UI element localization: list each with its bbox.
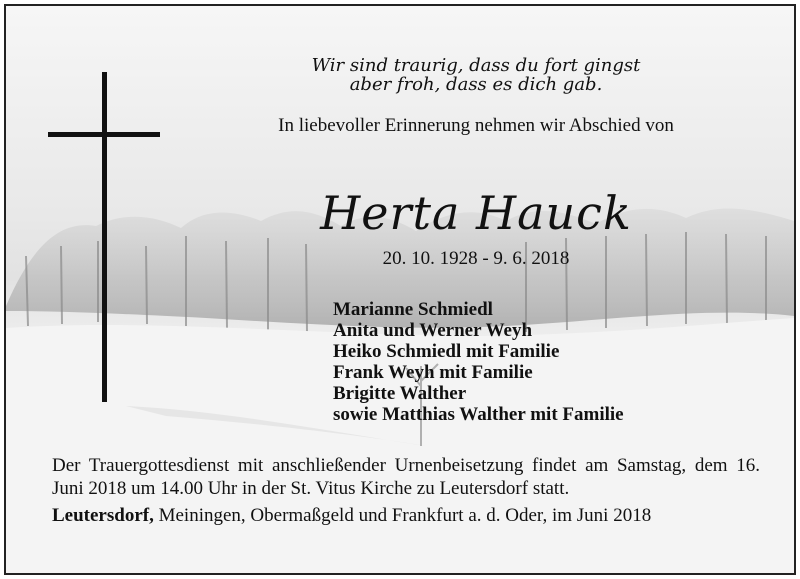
place-rest: Meiningen, Obermaßgeld und Frankfurt a. d. Oder, im Juni 2018 <box>153 505 652 526</box>
mourner-item: sowie Matthias Walther mit Familie <box>333 404 624 425</box>
deceased-name: Herta Hauck <box>320 186 632 240</box>
mourner-item: Frank Weyh mit Familie <box>333 362 533 383</box>
life-dates: 20. 10. 1928 - 9. 6. 2018 <box>382 248 570 269</box>
place-and-date <box>52 504 760 527</box>
mourner-item: Anita und Werner Weyh <box>333 320 533 341</box>
motto-line-2: aber froh, dass es dich gab. <box>349 74 603 95</box>
intro-text: In liebevoller Erinnerung nehmen wir Abschied von <box>278 115 674 136</box>
mourners-list <box>333 299 624 425</box>
motto <box>296 56 656 94</box>
mourner-item: Marianne Schmiedl <box>333 299 493 320</box>
cross-icon <box>102 72 107 402</box>
motto-line-1: Wir sind traurig, dass du fort gingst <box>311 55 641 76</box>
obituary-card <box>4 4 796 575</box>
service-announcement: Der Trauergottesdienst mit anschließender Urnenbeisetzung findet am Samstag, dem 16. Juni 2018 um 14.00 Uhr in der St. Vitus Kirche zu Leutersdorf statt. <box>52 455 760 499</box>
place-primary: Leutersdorf, <box>52 505 154 526</box>
cross-icon-bar <box>48 132 160 137</box>
mourner-item: Brigitte Walther <box>333 383 467 404</box>
mourner-item: Heiko Schmiedl mit Familie <box>333 341 560 362</box>
